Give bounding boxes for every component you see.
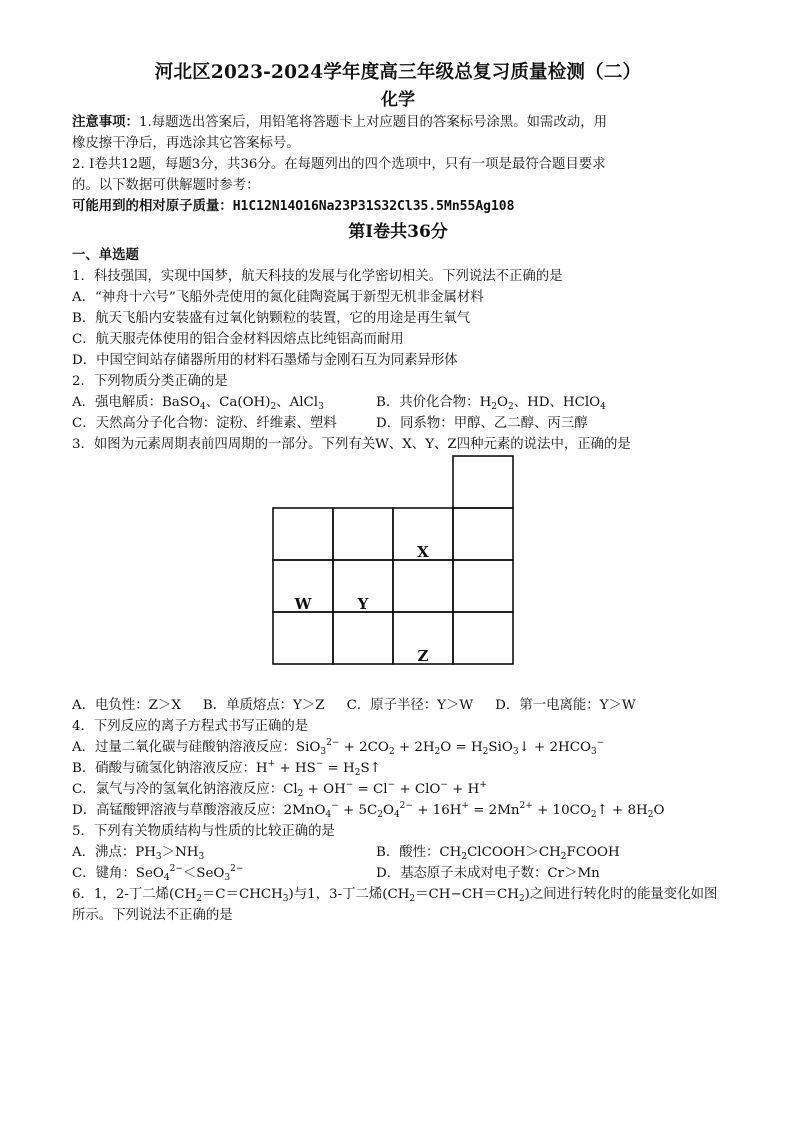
- table-cell: [333, 612, 393, 664]
- subscript: 2: [377, 810, 383, 820]
- notes-block: [72, 112, 724, 217]
- subscript: 3: [282, 894, 289, 904]
- element-w-label: W: [294, 595, 312, 613]
- superscript: 2−: [399, 801, 413, 811]
- atomic-mass-line: [72, 196, 724, 217]
- subscript: 4: [600, 402, 606, 412]
- option-a: [72, 737, 724, 758]
- subscript: 2: [491, 402, 497, 412]
- option-a: [72, 842, 376, 863]
- subscript: 3: [224, 873, 231, 883]
- text-run: A．沸点：PH: [72, 845, 156, 860]
- text-run: = Cl: [353, 782, 388, 797]
- subscript: 2: [482, 747, 489, 757]
- text-run: O: [382, 803, 394, 818]
- option-c: [72, 863, 376, 884]
- text-run: O = H: [440, 740, 483, 755]
- table-cell: [393, 560, 453, 612]
- subscript: 2: [388, 747, 395, 757]
- text-run: O: [497, 395, 508, 410]
- notes-item-2: 2. Ⅰ卷共12题，每题3分，共36分。在每题列出的四个选项中，只有一项是最符合题目要求: [72, 157, 606, 172]
- subscript: 2: [560, 852, 567, 862]
- superscript: +: [267, 759, 276, 769]
- options-row: [72, 695, 724, 716]
- periodic-table-svg: [72, 455, 724, 695]
- text-run: ＝CH−CH＝CH: [415, 887, 519, 902]
- element-z-label: Z: [417, 647, 429, 665]
- text-run: ＞NH: [161, 845, 199, 860]
- text-run: O: [653, 803, 665, 818]
- subscript: 3: [512, 747, 519, 757]
- text-run: S↑: [360, 761, 381, 776]
- table-cell: [333, 508, 393, 560]
- question-stem: 1．科技强国，实现中国梦，航天科技的发展与化学密切相关。下列说法不正确的是: [72, 269, 563, 284]
- subscript: 2: [409, 894, 416, 904]
- subscript: 4: [393, 810, 400, 820]
- exam-page: [72, 60, 724, 926]
- text-run: + 2CO: [339, 740, 389, 755]
- subscript: 4: [325, 810, 332, 820]
- option-a: A．电负性：Z＞X: [72, 698, 181, 713]
- text-run: )之间进行转化时的能量变化如图: [524, 887, 718, 902]
- superscript: 2+: [519, 801, 533, 811]
- question-5: [72, 821, 724, 884]
- text-run: )与1，3-丁二烯(CH: [288, 887, 410, 902]
- options-row-1: [72, 842, 724, 863]
- text-run: + OH: [303, 782, 346, 797]
- subscript: 2: [461, 852, 468, 862]
- text-run: C．键角：SeO: [72, 866, 164, 881]
- text-run: = H: [323, 761, 355, 776]
- text-run: A．过量二氧化碳与硅酸钠溶液反应：SiO: [72, 740, 321, 755]
- option-d: D．中国空间站存储器所用的材料石墨烯与金刚石互为同素异形体: [72, 353, 458, 368]
- subscript: 2: [196, 894, 202, 904]
- text-run: + 2H: [394, 740, 435, 755]
- option-b: B．航天飞船内安装盛有过氧化钠颗粒的装置，它的用途是再生氧气: [72, 311, 471, 326]
- table-cell: [453, 456, 513, 508]
- options-row-2: [72, 413, 724, 434]
- periodic-table-diagram: [72, 455, 724, 695]
- subscript: 2: [647, 810, 654, 820]
- text-run: ＝C＝CHCH: [201, 887, 283, 902]
- question-4: [72, 716, 724, 821]
- subscript: 3: [318, 402, 324, 412]
- text-run: = 2Mn: [468, 803, 520, 818]
- text-run: 、HD、HClO: [513, 395, 601, 410]
- periodic-table-cells: [273, 456, 513, 664]
- option-d: [72, 800, 724, 821]
- superscript: +: [479, 780, 487, 790]
- question-stem-cont: 所示。下列说法不正确的是: [72, 908, 233, 923]
- subscript: 2: [590, 810, 597, 820]
- text-run: FCOOH: [566, 845, 620, 860]
- table-cell: [273, 612, 333, 664]
- text-run: 6．1，2-丁二烯(CH: [72, 887, 197, 902]
- text-run: 、AlCl: [276, 395, 319, 410]
- atomic-mass-label: 可能用到的相对原子质量：: [72, 198, 233, 214]
- option-a: A．“神舟十六号”飞船外壳使用的氮化硅陶瓷属于新型无机非金属材料: [72, 290, 484, 305]
- superscript: −: [345, 780, 354, 790]
- table-cell: [453, 560, 513, 612]
- option-c: C．原子半径：Y＞W: [346, 698, 474, 713]
- subscript: 2: [297, 789, 304, 799]
- option-c: C．航天服壳体使用的铝合金材料因熔点比纯铝高而耐用: [72, 332, 404, 347]
- subscript: 3: [590, 747, 597, 757]
- text-run: B．硝酸与硫氢化钠溶液反应：H: [72, 761, 268, 776]
- subscript: 3: [320, 747, 327, 757]
- superscript: −: [596, 738, 605, 748]
- option-b: [376, 392, 606, 413]
- text-run: A．强电解质：BaSO: [72, 395, 200, 410]
- subscript: 2: [354, 768, 361, 778]
- text-run: C．氯气与冷的氢氧化钠溶液反应：Cl: [72, 782, 298, 797]
- superscript: −: [387, 780, 396, 790]
- question-stem: 3．如图为元素周期表前四周期的一部分。下列有关W、X、Y、Z四种元素的说法中，正确的是: [72, 437, 631, 452]
- notes-label: 注意事项：: [72, 114, 139, 130]
- text-run: B．酸性：CH: [376, 845, 462, 860]
- text-run: 、Ca(OH): [205, 395, 271, 410]
- subscript: 2: [507, 402, 514, 412]
- superscript: +: [461, 801, 469, 811]
- option-a: [72, 392, 376, 413]
- question-stem: 2．下列物质分类正确的是: [72, 374, 228, 389]
- text-run: + 16H: [412, 803, 462, 818]
- superscript: −: [440, 780, 448, 790]
- superscript: −: [315, 759, 324, 769]
- section-heading: 第Ⅰ卷共36分: [348, 222, 448, 242]
- option-b: [72, 758, 724, 779]
- subscript: 2: [270, 402, 277, 412]
- question-stem: 4．下列反应的离子方程式书写正确的是: [72, 719, 309, 734]
- periodic-table-labels: [294, 543, 430, 665]
- option-c: C．天然高分子化合物：淀粉、纤维素、塑料: [72, 416, 337, 431]
- text-run: D．高锰酸钾溶液与草酸溶液反应：2MnO: [72, 803, 326, 818]
- text-run: + 10CO: [532, 803, 591, 818]
- text-run: B．共价化合物：H: [376, 395, 492, 410]
- options-row-2: [72, 863, 724, 884]
- notes-item-1: [72, 112, 724, 133]
- superscript: 2−: [230, 864, 244, 874]
- question-stem: 5．下列有关物质结构与性质的比较正确的是: [72, 824, 335, 839]
- option-d: D．基态原子未成对电子数：Cr＞Mn: [376, 866, 600, 881]
- text-run: + HS: [275, 761, 316, 776]
- question-1: [72, 266, 724, 371]
- superscript: −: [331, 801, 339, 811]
- subscript: 2: [434, 747, 441, 757]
- subscript: 3: [155, 852, 162, 862]
- text-run: ＜SeO: [182, 866, 225, 881]
- question-2: [72, 371, 724, 434]
- notes-item-1-cont: 橡皮擦干净后，再选涂其它答案标号。: [72, 136, 300, 151]
- question-6: [72, 884, 724, 926]
- element-x-label: X: [417, 543, 429, 561]
- superscript: 2−: [169, 864, 183, 874]
- option-d: D．同系物：甲醇、乙二醇、丙三醇: [376, 416, 588, 431]
- subscript: 4: [163, 873, 170, 883]
- element-y-label: Y: [357, 595, 369, 613]
- text-run: SiO: [488, 740, 513, 755]
- table-cell: [453, 612, 513, 664]
- table-cell: [453, 508, 513, 560]
- subject-heading: 化学: [381, 90, 415, 110]
- option-c: [72, 779, 724, 800]
- text-run: ↑ + 8H: [596, 803, 648, 818]
- subscript: 3: [198, 852, 205, 862]
- text-run: + H: [447, 782, 480, 797]
- table-cell: [273, 508, 333, 560]
- subscript: 4: [200, 402, 206, 412]
- text-run: + 5C: [338, 803, 378, 818]
- question-3: [72, 434, 724, 716]
- atomic-mass-values: H1C12N14O16Na23P31S32Cl35.5Mn55Ag108: [232, 199, 515, 214]
- text-run: ↓ + 2HCO: [518, 740, 591, 755]
- superscript: 2−: [326, 738, 340, 748]
- option-b: B．单质熔点：Y＞Z: [202, 698, 325, 713]
- text-run: + ClO: [395, 782, 441, 797]
- part-heading: 一、单选题: [72, 247, 139, 263]
- notes-item-2-cont: 的。以下数据可供解题时参考：: [72, 178, 260, 193]
- option-d: D．第一电离能：Y＞W: [495, 698, 636, 713]
- subscript: 2: [518, 894, 525, 904]
- text-run: ClCOOH＞CH: [467, 845, 561, 860]
- exam-title: 河北区2023-2024学年度高三年级总复习质量检测（二）: [154, 62, 642, 83]
- question-stem: [72, 884, 724, 905]
- notes-item-1-text: 1.每题选出答案后，用铅笔将答题卡上对应题目的答案标号涂黑。如需改动，用: [138, 115, 608, 130]
- option-b: [376, 842, 620, 863]
- options-row-1: [72, 392, 724, 413]
